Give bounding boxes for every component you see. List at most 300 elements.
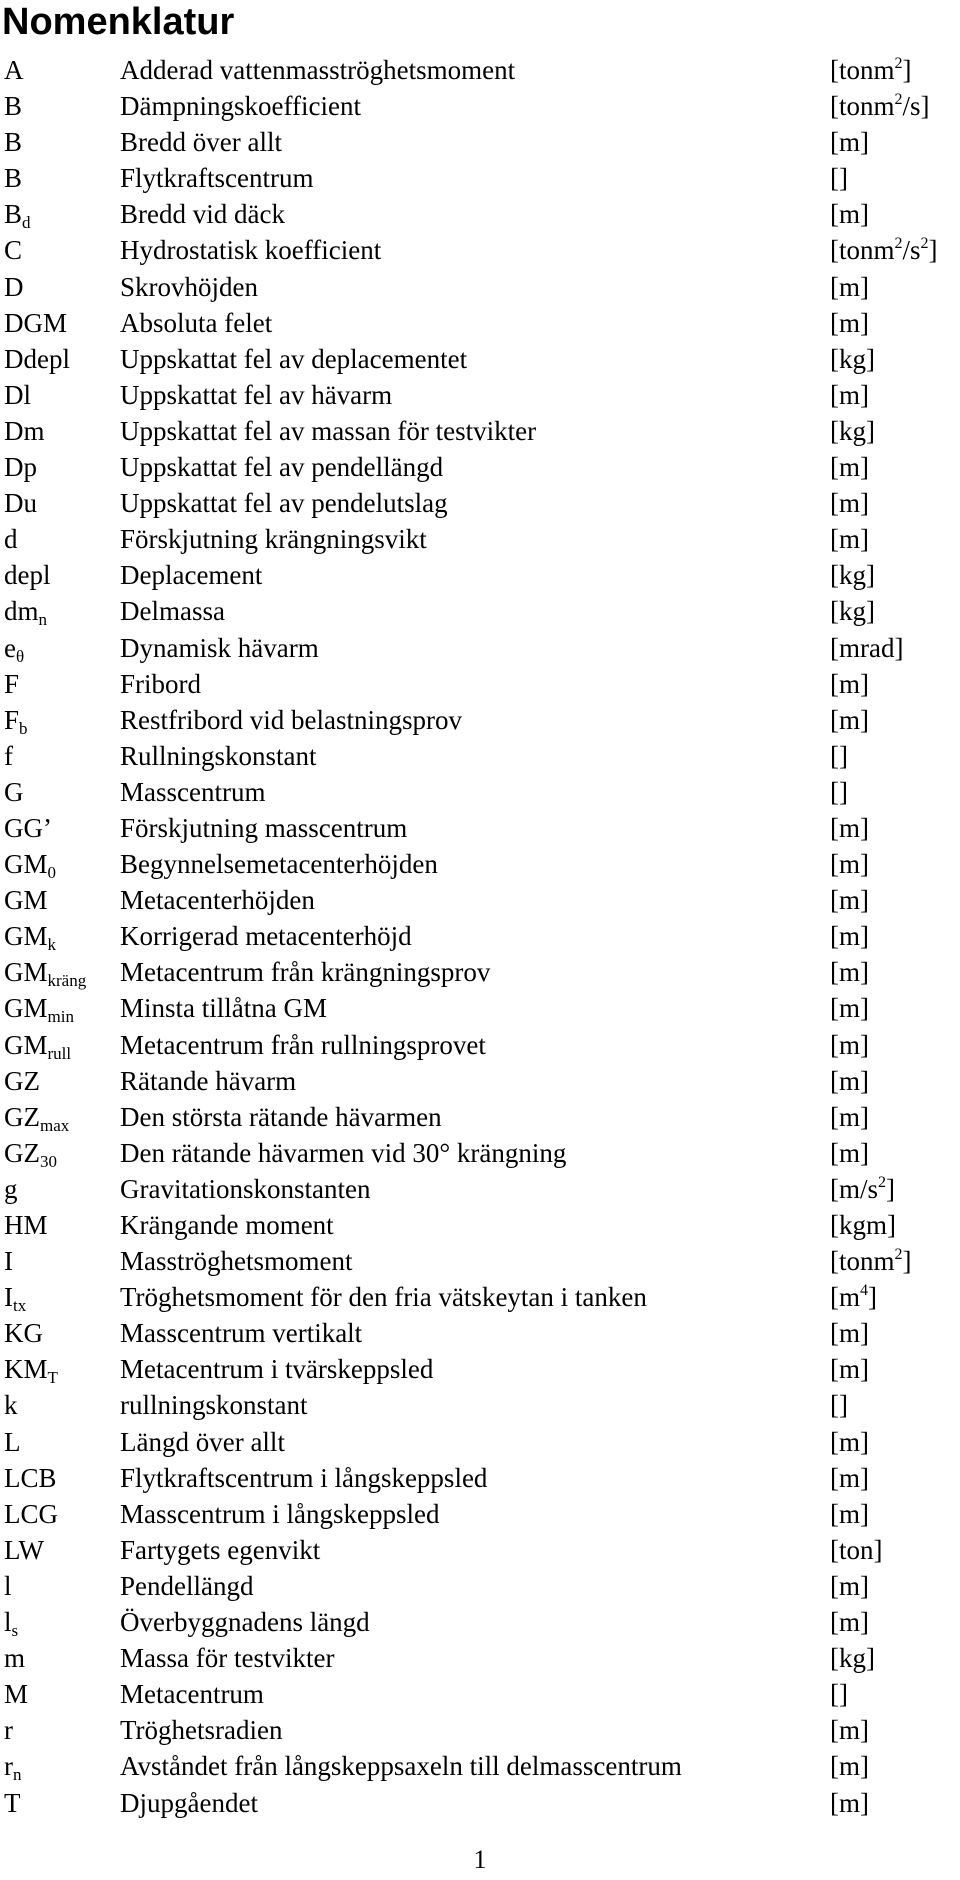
description: Minsta tillåtna GM [120, 993, 327, 1024]
unit-text: [m] [830, 921, 869, 952]
nomenclature-row [0, 449, 960, 485]
nomenclature-row [0, 1063, 960, 1099]
symbol-subscript: kräng [47, 971, 87, 991]
unit [830, 774, 848, 810]
nomenclature-row [0, 666, 960, 702]
symbol [4, 449, 37, 485]
unit [830, 1424, 869, 1460]
unit-text: [m] [830, 668, 869, 699]
symbol-base: A [4, 55, 24, 85]
symbol [4, 1496, 58, 1532]
unit-text: [m] [830, 1101, 869, 1132]
nomenclature-row [0, 774, 960, 810]
unit [830, 738, 848, 774]
description: Uppskattat fel av hävarm [120, 379, 393, 410]
unit [830, 1135, 869, 1171]
symbol-base: LCG [4, 1498, 58, 1529]
symbol [4, 485, 37, 521]
nomenclature-row [0, 269, 960, 305]
symbol-base: GZ [4, 1137, 40, 1168]
nomenclature-row [0, 1315, 960, 1351]
symbol-subscript: 30 [40, 1151, 57, 1171]
symbol [4, 269, 24, 305]
description: Tröghetsmoment för den fria vätskeytan i tanken [120, 1282, 647, 1313]
unit [830, 557, 875, 593]
symbol [4, 738, 13, 774]
symbol-base: Dl [4, 379, 31, 410]
symbol-base: B [4, 91, 23, 122]
unit-text: [kg] [830, 415, 875, 446]
nomenclature-row [0, 1424, 960, 1460]
description: Djupgåendet [120, 1787, 258, 1818]
symbol-base: GZ [4, 1101, 40, 1132]
nomenclature-row [0, 1387, 960, 1423]
symbol-subscript: d [22, 213, 31, 233]
unit-text: [] [830, 740, 848, 771]
symbol-base: GM [4, 957, 48, 988]
symbol [4, 1279, 26, 1315]
unit [830, 1785, 869, 1821]
page-title: Nomenklatur [2, 1, 235, 43]
unit-text: [m] [830, 1318, 869, 1349]
symbol-base: GM [4, 993, 48, 1024]
symbol [4, 593, 47, 629]
description: Metacentrum [120, 1679, 264, 1710]
nomenclature-row [0, 88, 960, 124]
description: Metacentrum från krängningsprov [120, 957, 491, 988]
nomenclature-row [0, 810, 960, 846]
symbol-base: GM [4, 921, 48, 952]
unit [830, 269, 869, 305]
symbol-base: g [4, 1173, 18, 1204]
symbol [4, 1243, 13, 1279]
nomenclature-row [0, 1027, 960, 1063]
symbol [4, 918, 56, 954]
symbol [4, 1027, 71, 1063]
unit [830, 810, 869, 846]
unit-text: [m] [830, 127, 869, 158]
nomenclature-row [0, 1207, 960, 1243]
symbol-subscript: s [11, 1621, 19, 1641]
unit [830, 232, 938, 268]
symbol [4, 557, 51, 593]
symbol [4, 1748, 22, 1784]
symbol [4, 1460, 57, 1496]
unit [830, 1243, 912, 1279]
symbol-base: L [4, 1426, 21, 1457]
nomenclature-row [0, 485, 960, 521]
unit-text: [m] [830, 1137, 869, 1168]
symbol [4, 1424, 21, 1460]
description: Uppskattat fel av pendellängd [120, 452, 444, 483]
unit [830, 1063, 869, 1099]
nomenclature-row [0, 1640, 960, 1676]
description: Skrovhöjden [120, 271, 258, 302]
unit-text: [kg] [830, 596, 875, 627]
unit [830, 305, 869, 341]
description: Metacentrum i tvärskeppsled [120, 1354, 434, 1385]
unit [830, 702, 869, 738]
symbol-base: GM [4, 885, 48, 916]
symbol-subscript: T [47, 1368, 58, 1388]
symbol-base: KG [4, 1318, 43, 1349]
symbol-base: f [4, 740, 13, 771]
symbol [4, 124, 22, 160]
symbol [4, 954, 86, 990]
symbol [4, 666, 19, 702]
unit [830, 1496, 869, 1532]
nomenclature-row [0, 1712, 960, 1748]
symbol-subscript: 0 [47, 863, 57, 883]
symbol-base: k [4, 1390, 18, 1421]
symbol [4, 232, 22, 268]
symbol-base: Du [4, 488, 37, 519]
symbol [4, 1135, 57, 1171]
nomenclature-row [0, 846, 960, 882]
symbol [4, 1063, 40, 1099]
symbol-base: m [4, 1643, 26, 1674]
unit-exponent: 2 [894, 91, 903, 109]
description: Deplacement [120, 560, 263, 591]
unit [830, 1099, 869, 1135]
description: Bredd vid däck [120, 199, 285, 230]
unit [830, 1460, 869, 1496]
unit-text: [m] [830, 993, 869, 1024]
unit [830, 1640, 875, 1676]
unit-text: [m] [830, 1029, 869, 1060]
symbol-base: r [4, 1715, 13, 1746]
unit [830, 954, 869, 990]
unit-text: ] [868, 1282, 877, 1313]
unit-text: [m] [830, 1570, 869, 1601]
unit-text: [m/s [830, 1173, 879, 1204]
description: Krängande moment [120, 1210, 334, 1240]
symbol-subscript: k [47, 935, 57, 955]
nomenclature-row [0, 1243, 960, 1279]
unit-text: [kg] [830, 560, 875, 591]
nomenclature-row [0, 918, 960, 954]
unit-text: [m] [830, 1787, 869, 1818]
unit-text: [m] [830, 885, 869, 916]
nomenclature-list [0, 52, 960, 1821]
unit-text: [m] [830, 488, 869, 519]
symbol-subscript: n [38, 610, 48, 630]
description: Dämpningskoefficient [120, 91, 361, 122]
unit-text: [m] [830, 1462, 869, 1493]
symbol-base: M [4, 1679, 29, 1710]
symbol-subscript: b [19, 718, 28, 738]
unit-text: [m] [830, 1498, 869, 1529]
symbol [4, 990, 74, 1026]
symbol-base: KM [4, 1354, 48, 1385]
description: Rullningskonstant [120, 740, 317, 771]
description: Masströghetsmoment [120, 1246, 353, 1277]
unit-text: /s [902, 235, 921, 266]
unit-text: [] [830, 1390, 848, 1421]
symbol [4, 630, 24, 666]
symbol-subscript: max [40, 1115, 70, 1135]
nomenclature-row [0, 702, 960, 738]
symbol-subscript: min [47, 1007, 74, 1027]
unit [830, 160, 848, 196]
description: rullningskonstant [120, 1390, 308, 1421]
page-number: 1 [473, 1845, 487, 1874]
symbol-base: G [4, 776, 24, 807]
symbol [4, 1604, 18, 1640]
symbol-base: F [4, 704, 20, 735]
description: Restfribord vid belastningsprov [120, 704, 462, 735]
description: Längd över allt [120, 1426, 285, 1457]
unit-text: ] [902, 55, 912, 85]
unit-text: [] [830, 163, 848, 194]
symbol-base: Ddepl [4, 343, 70, 374]
unit-exponent: 4 [860, 1282, 868, 1300]
unit-text: [m] [830, 1607, 869, 1638]
description: Den rätande hävarmen vid 30° krängning [120, 1137, 567, 1168]
unit-text: [m] [830, 379, 869, 410]
unit-text: [ton] [830, 1534, 883, 1565]
symbol-base: DGM [4, 307, 68, 338]
unit [830, 124, 869, 160]
nomenclature-row [0, 52, 960, 88]
unit [830, 846, 869, 882]
description: Pendellängd [120, 1570, 254, 1601]
unit-text: [m] [830, 1354, 869, 1385]
symbol-base: C [4, 235, 23, 266]
symbol-subscript: θ [15, 646, 25, 666]
description: Uppskattat fel av massan för testvikter [120, 415, 537, 446]
symbol [4, 1676, 28, 1712]
symbol-base: Dp [4, 452, 37, 483]
symbol-base: GM [4, 1029, 48, 1060]
unit-exponent: 2 [894, 235, 903, 253]
unit-text: ] [902, 1246, 912, 1277]
unit [830, 882, 869, 918]
unit-text: [tonm [830, 235, 895, 266]
symbol-base: r [4, 1751, 13, 1782]
unit-text: [m] [830, 199, 869, 230]
nomenclature-row [0, 1099, 960, 1135]
symbol [4, 702, 28, 738]
description: Masscentrum vertikalt [120, 1318, 363, 1349]
description: Fartygets egenvikt [120, 1534, 321, 1565]
unit [830, 1027, 869, 1063]
symbol [4, 846, 56, 882]
unit-text: [mrad] [830, 632, 904, 663]
nomenclature-row [0, 990, 960, 1026]
description: Gravitationskonstanten [120, 1173, 371, 1204]
nomenclature-row [0, 160, 960, 196]
nomenclature-row [0, 232, 960, 268]
description: Flytkraftscentrum i långskeppsled [120, 1462, 488, 1493]
symbol [4, 1387, 18, 1423]
symbol [4, 1315, 43, 1351]
symbol [4, 1171, 18, 1207]
description: Förskjutning masscentrum [120, 812, 408, 843]
description: Tröghetsradien [120, 1715, 283, 1746]
description: Den största rätande hävarmen [120, 1101, 442, 1132]
symbol [4, 1712, 13, 1748]
unit [830, 1207, 896, 1243]
unit [830, 1712, 869, 1748]
symbol-base: I [4, 1246, 13, 1277]
description: Metacentrum från rullningsprovet [120, 1029, 486, 1060]
unit-text: [m] [830, 452, 869, 483]
symbol-base: l [4, 1607, 12, 1638]
nomenclature-row [0, 557, 960, 593]
unit [830, 521, 869, 557]
description: Flytkraftscentrum [120, 163, 314, 194]
unit [830, 1748, 869, 1784]
unit-text: [m] [830, 704, 869, 735]
nomenclature-row [0, 1460, 960, 1496]
symbol-base: B [4, 163, 23, 194]
unit-text: [m] [830, 1426, 869, 1457]
unit-text: ] [886, 1173, 896, 1204]
unit [830, 413, 875, 449]
symbol [4, 1785, 21, 1821]
unit [830, 593, 875, 629]
unit-text: [m] [830, 957, 869, 988]
unit [830, 1279, 877, 1315]
symbol [4, 160, 22, 196]
description: Uppskattat fel av pendelutslag [120, 488, 448, 519]
symbol-base: LW [4, 1534, 44, 1565]
symbol-base: F [4, 668, 20, 699]
symbol-base: l [4, 1570, 12, 1601]
unit-text: [tonm [830, 55, 895, 85]
symbol-subscript: rull [47, 1043, 72, 1063]
unit [830, 52, 912, 88]
symbol [4, 1207, 48, 1243]
symbol [4, 341, 70, 377]
unit [830, 88, 930, 124]
symbol-base: Dm [4, 415, 45, 446]
nomenclature-row [0, 196, 960, 232]
unit [830, 196, 869, 232]
unit [830, 485, 869, 521]
unit [830, 630, 903, 666]
nomenclature-row [0, 305, 960, 341]
unit-text: [] [830, 1679, 848, 1710]
symbol [4, 521, 18, 557]
symbol-base: I [4, 1282, 13, 1313]
unit-text: /s] [902, 91, 930, 122]
unit-text: [m] [830, 1715, 869, 1746]
description: Delmassa [120, 596, 225, 627]
nomenclature-row [0, 341, 960, 377]
unit [830, 666, 869, 702]
unit-exponent: 2 [920, 235, 929, 253]
nomenclature-row [0, 1496, 960, 1532]
unit-text: [kgm] [830, 1210, 896, 1240]
description: Dynamisk hävarm [120, 632, 319, 663]
unit-text: [kg] [830, 343, 875, 374]
description: Masscentrum [120, 776, 266, 807]
symbol [4, 882, 48, 918]
unit-text: [m] [830, 849, 869, 880]
symbol [4, 810, 52, 846]
nomenclature-row [0, 1568, 960, 1604]
nomenclature-row [0, 1748, 960, 1784]
unit [830, 449, 869, 485]
symbol-subscript: n [13, 1765, 22, 1785]
symbol-base: HM [4, 1210, 48, 1240]
description: Masscentrum i långskeppsled [120, 1498, 440, 1529]
symbol-base: B [4, 127, 23, 158]
symbol-base: depl [4, 560, 51, 591]
nomenclature-row [0, 1135, 960, 1171]
symbol-base: d [4, 524, 18, 555]
unit [830, 1351, 869, 1387]
unit [830, 1387, 848, 1423]
unit-text: [m] [830, 1751, 869, 1782]
symbol [4, 413, 45, 449]
unit [830, 1171, 895, 1207]
description: Adderad vattenmasströghetsmoment [120, 55, 516, 85]
nomenclature-row [0, 1785, 960, 1821]
unit-text: [m] [830, 307, 869, 338]
unit-text: [m] [830, 812, 869, 843]
unit [830, 1532, 882, 1568]
unit-exponent: 2 [894, 55, 903, 72]
symbol-base: GZ [4, 1065, 40, 1096]
symbol-base: D [4, 271, 24, 302]
symbol [4, 1640, 25, 1676]
nomenclature-row [0, 738, 960, 774]
nomenclature-row [0, 630, 960, 666]
symbol [4, 1568, 12, 1604]
symbol-subscript: tx [13, 1296, 27, 1316]
symbol [4, 1099, 69, 1135]
unit [830, 1604, 869, 1640]
nomenclature-row [0, 1351, 960, 1387]
description: Korrigerad metacenterhöjd [120, 921, 412, 952]
nomenclature-row [0, 1604, 960, 1640]
nomenclature-row [0, 1171, 960, 1207]
unit [830, 1676, 848, 1712]
symbol-base: T [4, 1787, 21, 1818]
unit-text: [tonm [830, 1246, 895, 1277]
nomenclature-row [0, 377, 960, 413]
nomenclature-row [0, 1279, 960, 1315]
symbol [4, 196, 31, 232]
nomenclature-row [0, 593, 960, 629]
unit [830, 341, 875, 377]
nomenclature-row [0, 521, 960, 557]
nomenclature-row [0, 1676, 960, 1712]
unit [830, 1315, 869, 1351]
unit-text: [m] [830, 271, 869, 302]
unit [830, 918, 869, 954]
unit-exponent: 2 [894, 1246, 903, 1264]
symbol [4, 377, 31, 413]
symbol-base: LCB [4, 1462, 57, 1493]
nomenclature-row [0, 882, 960, 918]
description: Fribord [120, 668, 201, 699]
symbol [4, 305, 67, 341]
symbol-base: GM [4, 849, 48, 880]
symbol-base: B [4, 199, 23, 230]
nomenclature-row [0, 413, 960, 449]
description: Metacenterhöjden [120, 885, 315, 916]
unit [830, 377, 869, 413]
description: Bredd över allt [120, 127, 282, 158]
description: Begynnelsemetacenterhöjden [120, 849, 438, 880]
unit-text: [m [830, 1282, 860, 1313]
unit [830, 1568, 869, 1604]
unit-exponent: 2 [878, 1173, 887, 1191]
